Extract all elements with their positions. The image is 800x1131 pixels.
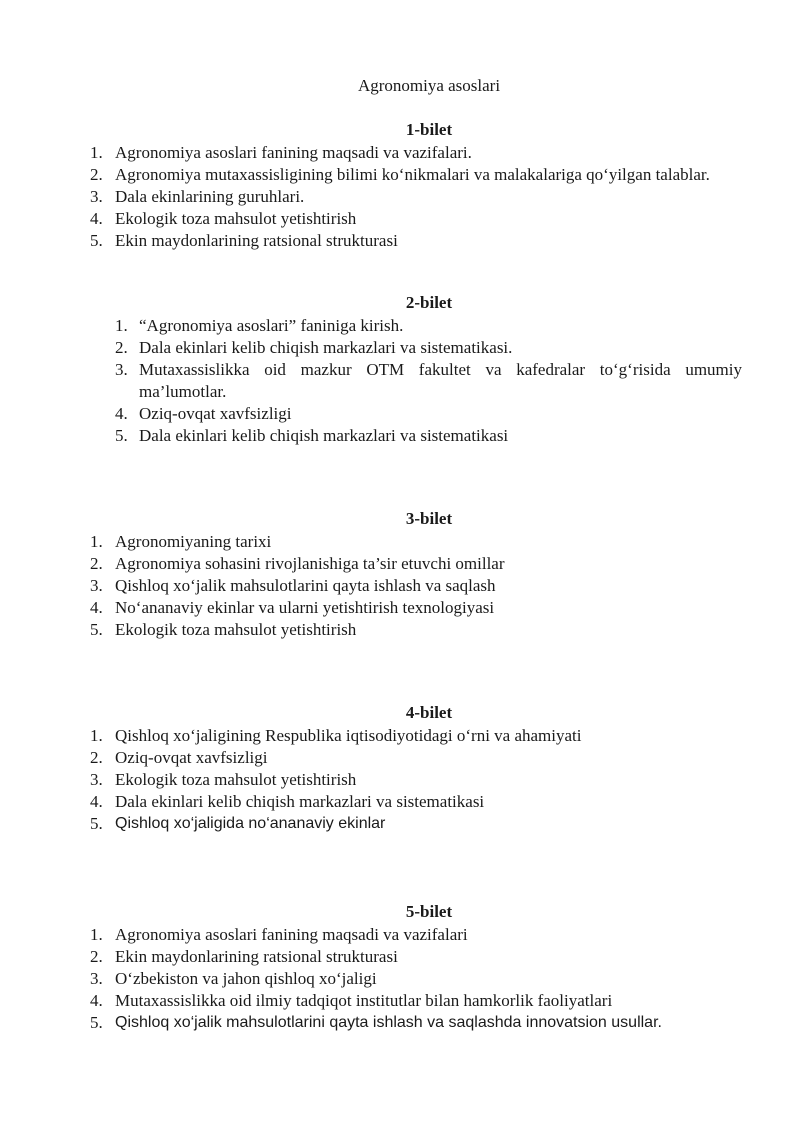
question-text: Qishloq xo‘jaligining Respublika iqtisodiyotidagi o‘rni va ahamiyati: [115, 726, 582, 745]
list-item: [0, 924, 800, 946]
list-number: 5.: [115, 426, 128, 445]
bilet-3-questions: [0, 531, 800, 641]
list-item: [0, 553, 800, 575]
list-item: [0, 990, 800, 1012]
list-number: 5.: [90, 620, 103, 639]
list-item: [0, 337, 800, 359]
question-text: Ekologik toza mahsulot yetishtirish: [115, 209, 357, 228]
list-number: 2.: [90, 748, 103, 767]
list-item: [0, 425, 800, 447]
question-text: Dala ekinlari kelib chiqish markazlari va sistematikasi: [115, 792, 485, 811]
bilet-4-questions: [0, 725, 800, 835]
bilet-5-questions: [0, 924, 800, 1034]
question-text: Dala ekinlari kelib chiqish markazlari va sistematikasi: [139, 426, 509, 445]
question-text: Agronomiyaning tarixi: [115, 532, 272, 551]
bilet-3-heading: 3-bilet: [405, 509, 453, 528]
question-text: “Agronomiya asoslari” faniniga kirish.: [139, 316, 404, 335]
question-text: Qishloq xo‘jalik mahsulotlarini qayta ishlash va saqlashda innovatsion usullar.: [115, 1014, 662, 1031]
list-number: 2.: [115, 338, 128, 357]
bilet-2-section: [0, 291, 800, 447]
list-number: 2.: [90, 947, 103, 966]
question-text: Ekin maydonlarining ratsional strukturasi: [115, 947, 398, 966]
list-item: [0, 619, 800, 641]
question-text: Agronomiya mutaxassisligining bilimi ko‘nikmalari va malakalariga qo‘yilgan talablar.: [115, 165, 710, 184]
question-text: No‘ananaviy ekinlar va ularni yetishtirish texnologiyasi: [115, 598, 495, 617]
bilet-4-heading: 4-bilet: [405, 703, 453, 722]
question-text: Oziq-ovqat xavfsizligi: [139, 404, 292, 423]
list-item: [0, 315, 800, 337]
bilet-3-section: [0, 507, 800, 641]
list-item: [0, 725, 800, 747]
list-number: 5.: [90, 814, 103, 833]
list-item: [0, 597, 800, 619]
list-item: [0, 208, 800, 230]
question-text: Agronomiya sohasini rivojlanishiga ta’sir etuvchi omillar: [115, 554, 505, 573]
list-number: 5.: [90, 231, 103, 250]
list-item: [0, 186, 800, 208]
list-number: 3.: [90, 187, 103, 206]
bilet-4-section: [0, 701, 800, 835]
list-item: [0, 813, 800, 835]
list-number: 5.: [90, 1013, 103, 1032]
list-number: 3.: [115, 360, 128, 379]
list-number: 1.: [90, 143, 103, 162]
question-text: Dala ekinlarining guruhlari.: [115, 187, 305, 206]
list-number: 3.: [90, 969, 103, 988]
list-number: 4.: [90, 598, 103, 617]
list-item: [0, 1012, 800, 1034]
list-number: 4.: [115, 404, 128, 423]
question-text: Mutaxassislikka oid mazkur OTM fakultet va kafedralar to‘g‘risida umumiy ma’lumotlar.: [139, 360, 742, 401]
list-item: [0, 164, 800, 186]
bilet-2-heading: 2-bilet: [405, 293, 453, 312]
question-text: Dala ekinlari kelib chiqish markazlari va sistematikasi.: [139, 338, 513, 357]
question-text: Qishloq xo‘jalik mahsulotlarini qayta ishlash va saqlash: [115, 576, 496, 595]
list-number: 3.: [90, 770, 103, 789]
list-number: 2.: [90, 165, 103, 184]
list-item: [0, 531, 800, 553]
bilet-5-heading: 5-bilet: [405, 902, 453, 921]
list-number: 1.: [90, 925, 103, 944]
list-item: [0, 968, 800, 990]
list-number: 4.: [90, 991, 103, 1010]
question-text: Qishloq xo‘jaligida no‘ananaviy ekinlar: [115, 815, 386, 832]
list-number: 4.: [90, 792, 103, 811]
list-number: 1.: [115, 316, 128, 335]
question-text: Ekologik toza mahsulot yetishtirish: [115, 620, 357, 639]
list-item: [0, 403, 800, 425]
list-item: [0, 230, 800, 252]
question-text: Ekologik toza mahsulot yetishtirish: [115, 770, 357, 789]
question-text: Mutaxassislikka oid ilmiy tadqiqot institutlar bilan hamkorlik faoliyatlari: [115, 991, 613, 1010]
question-text: Oziq-ovqat xavfsizligi: [115, 748, 268, 767]
list-item: [0, 791, 800, 813]
list-number: 1.: [90, 532, 103, 551]
bilet-2-questions: [0, 315, 800, 447]
list-number: 1.: [90, 726, 103, 745]
question-text: Agronomiya asoslari fanining maqsadi va vazifalari.: [115, 143, 472, 162]
list-item: [0, 747, 800, 769]
bilet-1-section: [0, 118, 800, 252]
bilet-5-section: [0, 900, 800, 1034]
question-text: O‘zbekiston va jahon qishloq xo‘jaligi: [115, 969, 377, 988]
list-item: [0, 946, 800, 968]
document-title: Agronomiya asoslari: [357, 76, 501, 95]
bilet-1-questions: [0, 142, 800, 252]
list-item: [0, 142, 800, 164]
question-text: Ekin maydonlarining ratsional strukturasi: [115, 231, 398, 250]
list-item: [0, 359, 800, 403]
list-number: 2.: [90, 554, 103, 573]
list-item: [0, 575, 800, 597]
bilet-1-heading: 1-bilet: [405, 120, 453, 139]
list-number: 3.: [90, 576, 103, 595]
question-text: Agronomiya asoslari fanining maqsadi va vazifalari: [115, 925, 468, 944]
list-item: [0, 769, 800, 791]
list-number: 4.: [90, 209, 103, 228]
